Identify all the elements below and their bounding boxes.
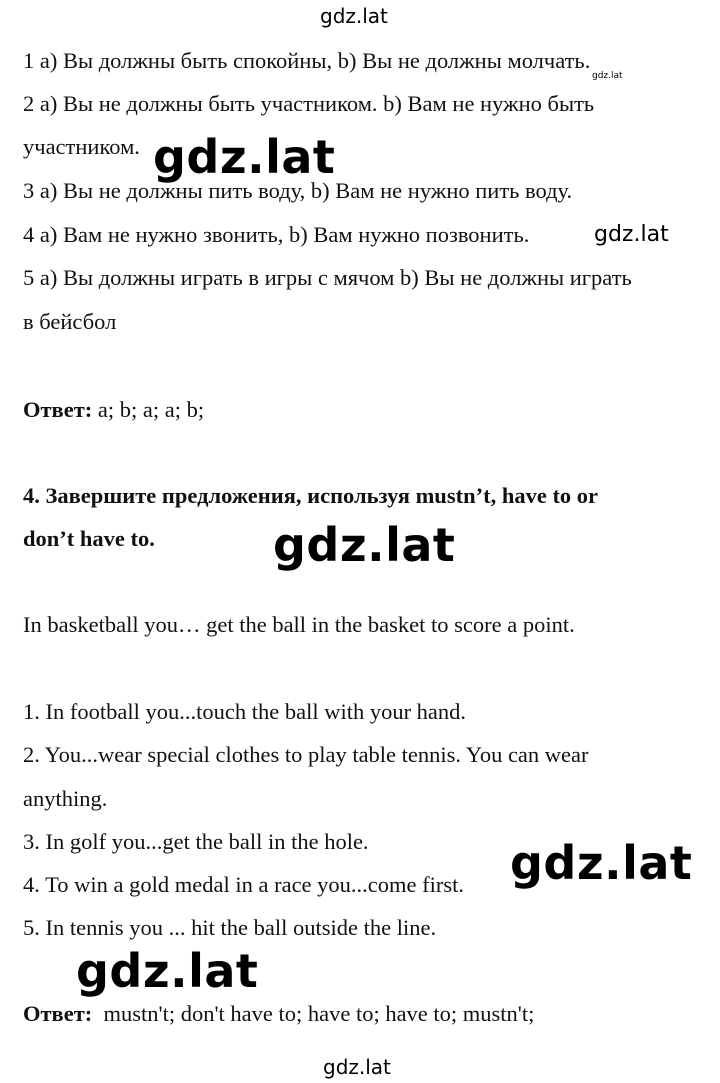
list-item: участником.	[23, 134, 140, 159]
answer-text: a; b; a; a; b;	[92, 397, 205, 422]
list-item: 1. In football you...touch the ball with your hand.	[23, 699, 467, 724]
list-item: 2. You...wear special clothes to play table tennis. You can wear	[23, 742, 589, 767]
watermark-tiny: gdz.lat	[592, 71, 623, 81]
list-item: 4. To win a gold medal in a race you...come first.	[23, 872, 465, 897]
list-item: 3 a) Вы не должны пить воду, b) Вам не нужно пить воду.	[23, 178, 573, 203]
answer-line	[23, 399, 204, 422]
list-item: 1 a) Вы должны быть спокойны, b) Вы не должны молчать.	[23, 48, 591, 73]
watermark-bottom: gdz.lat	[323, 1055, 391, 1079]
watermark-top: gdz.lat	[320, 4, 388, 28]
section-heading-cont: don’t have to.	[23, 526, 155, 551]
answer-line	[23, 1003, 534, 1026]
watermark-large: gdz.lat	[76, 944, 259, 998]
list-item: 5. In tennis you ... hit the ball outside the line.	[23, 915, 437, 940]
watermark-large: gdz.lat	[510, 836, 693, 890]
list-item: 5 a) Вы должны играть в игры с мячом b) Вы не должны играть	[23, 265, 632, 290]
watermark-inline: gdz.lat	[594, 222, 669, 247]
answer-label: Ответ:	[23, 1001, 93, 1026]
list-item: 2 a) Вы не должны быть участником. b) Вам не нужно быть	[23, 91, 595, 116]
watermark-large: gdz.lat	[273, 518, 456, 572]
list-item: anything.	[23, 786, 108, 811]
list-item: 3. In golf you...get the ball in the hole.	[23, 829, 369, 854]
answer-label: Ответ:	[23, 397, 93, 422]
example-sentence: In basketball you… get the ball in the basket to score a point.	[23, 612, 575, 637]
section-heading: 4. Завершите предложения, используя mustn’t, have to or	[23, 483, 599, 508]
list-item: 4 a) Вам не нужно звонить, b) Вам нужно позвонить.	[23, 222, 530, 247]
answer-text: mustn't; don't have to; have to; have to; mustn't;	[92, 1001, 535, 1026]
watermark-large: gdz.lat	[153, 130, 336, 184]
list-item: в бейсбол	[23, 309, 117, 334]
